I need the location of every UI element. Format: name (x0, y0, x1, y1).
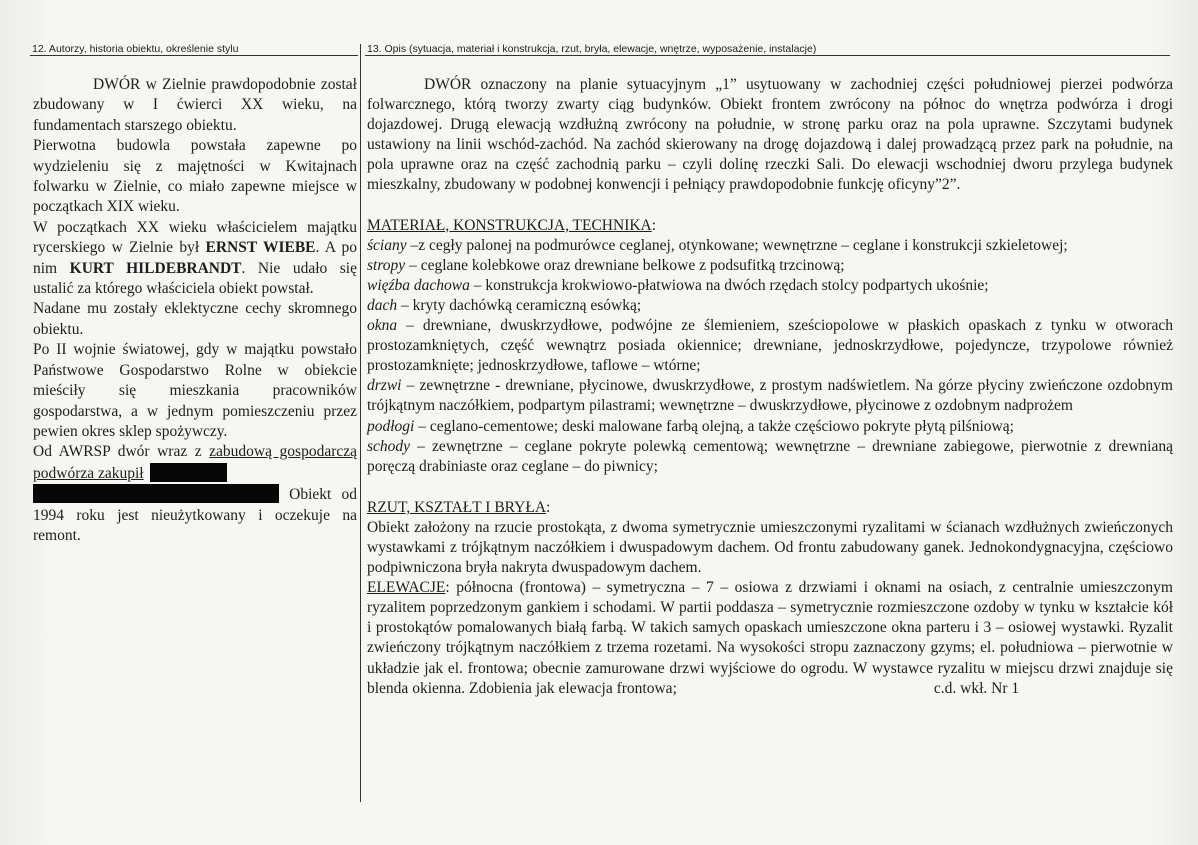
elevations-paragraph: ELEWACJE: północna (frontowa) – symetryczna – 7 – osiowa z drzwiami i oknami na osiach, z centralnie umieszczonym ryzalitem poprzedzonym gankiem i schodami. W partii poddasza – symetrycznie rozmieszczone ozdoby w tynku w kształcie kół i prostokątów pomalowanych białą farbą. W takich samych opaskach umieszczone okna parteru i 3 – osiowej wystawki. Ryzalit zwieńczony trójkątnym naczółkiem z trzema rozetami. Na wysokości stropu zaznaczony gzyms; el. południowa – pierwotnie w układzie jak el. frontowa; obecnie zamurowane drzwi wyjściowe do ogrodu. W wystawce ryzalitu w miejscu drzwi znajduje się blenda okienna. Zdobienia jak elewacja frontowa; c.d. wkł. Nr 1 (367, 579, 1173, 697)
history-column (33, 75, 357, 546)
description-column (367, 75, 1173, 699)
plan-heading: RZUT, KSZTAŁT I BRYŁA: (367, 498, 551, 516)
location-paragraph: DWÓR oznaczony na planie sytuacyjnym „1” usytuowany w zachodniej części południowej pierzei podwórza folwarcznego, którą tworzy zwarty ciąg budynków. Obiekt frontem zwrócony na północ do wnętrza podwórza i drogi dojazdowej. Drugą elewacją wzdłużną zwrócony na południe, w stronę parku oraz na pola uprawne. Szczytami budynek ustawiony na linii wschód-zachód. Na zachód skierowany na drogę dojazdową i dalej prowadzącą przez park na południe, na pola uprawne oraz na część zachodnią parku – czyli dolinę rzeczki Sali. Do elewacji wschodniej dworu przylega budynek mieszkalny, zbudowany w podobnej konwencji i pełniący prawdopodobnie funkcję oficyny”2”. (367, 76, 1173, 194)
section-13-header: 13. Opis (sytuacja, materiał i konstrukcja, rzut, bryła, elewacje, wnętrze, wyposażenie, instalacje) (367, 43, 817, 55)
floors-entry: podłogi – ceglano-cementowe; deski malowane farbą olejną, a także częściowo pokryte płytą pilśniową; (367, 417, 1014, 435)
history-paragraph-5: Po II wojnie światowej, gdy w majątku powstało Państwowe Gospodarstwo Rolne w obiekcie mieściły się mieszkania pracowników gospodarstwa, a w jednym pomieszczeniu przez pewien okres sklep spożywczy. (33, 341, 357, 440)
walls-entry: ściany –z cegły palonej na podmurówce ceglanej, otynkowane; wewnętrzne – ceglane i konstrukcji szkieletowej; (367, 236, 1068, 254)
column-divider (360, 44, 361, 802)
owner-name-1: ERNST WIEBE (205, 239, 316, 257)
redaction-box (150, 463, 227, 482)
header-rule-right (365, 55, 1170, 56)
section-12-header: 12. Autorzy, historia obiektu, określenie stylu (32, 43, 239, 55)
header-rule-left (30, 55, 358, 56)
ceilings-entry: stropy – ceglane kolebkowe oraz drewniane belkowe z podsufitką trzcinową; (367, 256, 845, 274)
history-paragraph-3: W początkach XX wieku właścicielem majątku rycerskiego w Zielnie był ERNST WIEBE. A po nim KURT HILDEBRANDT. Nie udało się ustalić za którego właściciela obiekt powstał. (33, 218, 358, 298)
stairs-entry: schody – zewnętrzne – ceglane pokryte polewką cementową; wewnętrzne – drewniane zabiegowe, pierwotnie z drewnianą poręczą drabiniaste oraz ceglane – do piwnicy; (367, 437, 1173, 475)
redaction-box (33, 484, 279, 503)
material-heading: MATERIAŁ, KONSTRUKCJA, TECHNIKA: (367, 216, 657, 234)
history-paragraph-1: DWÓR w Zielnie prawdopodobnie został zbudowany w I ćwierci XX wieku, na fundamentach starszego obiektu. (33, 76, 357, 134)
roof-truss-entry: więźba dachowa – konstrukcja krokwiowo-płatwiowa na dwóch rzędach stolcy podpartych ukośnie; (367, 276, 989, 294)
doors-entry: drzwi – zewnętrzne - drewniane, płycinowe, dwuskrzydłowe, z prostym nadświetlem. Na górze płyciny zwieńczone ozdobnym trójkątnym naczółkiem, podpartym pilastrami; wewnętrzne – dwuskrzydłowe, płycinowe z ozdobnym nadprożem (367, 377, 1173, 415)
owner-name-2: KURT HILDEBRANDT (69, 259, 242, 277)
windows-entry: okna – drewniane, dwuskrzydłowe, podwójne ze ślemieniem, sześciopolowe w płaskich opaskach z tynku w otworach prostozamkniętych, część wewnątrz posiada okiennice; drewniane, jednoskrzydłowe, pojedyncze, trzypolowe również prostozamknięte; jednoskrzydłowe, taflowe – wtórne; (367, 317, 1173, 375)
roof-entry: dach – kryty dachówką ceramiczną esówką; (367, 296, 642, 314)
plan-paragraph: Obiekt założony na rzucie prostokąta, z dwoma symetrycznie umieszczonymi ryzalitami w ścianach wzdłużnych zwieńczonych wystawkami z trójkątnym naczółkiem i dwuspadowym dachem. Od frontu zabudowany ganek. Jednokondygnacyjna, częściowo podpiwniczona bryła nakryta dwuspadowym dachem. (367, 518, 1173, 577)
history-paragraph-2: Pierwotna budowla powstała zapewne po wydzieleniu się z majętności w Kwitajnach folwarku w Zielnie, co miało zapewne miejsce w początkach XIX wieku. (33, 137, 357, 216)
history-paragraph-4: Nadane mu zostały eklektyczne cechy skromnego obiektu. (33, 300, 357, 338)
history-paragraph-6: Od AWRSP dwór wraz z zabudową gospodarczą podwórza zakupił Obiekt od 1994 roku jest nieużytkowany i oczekuje na remont. (33, 443, 357, 544)
